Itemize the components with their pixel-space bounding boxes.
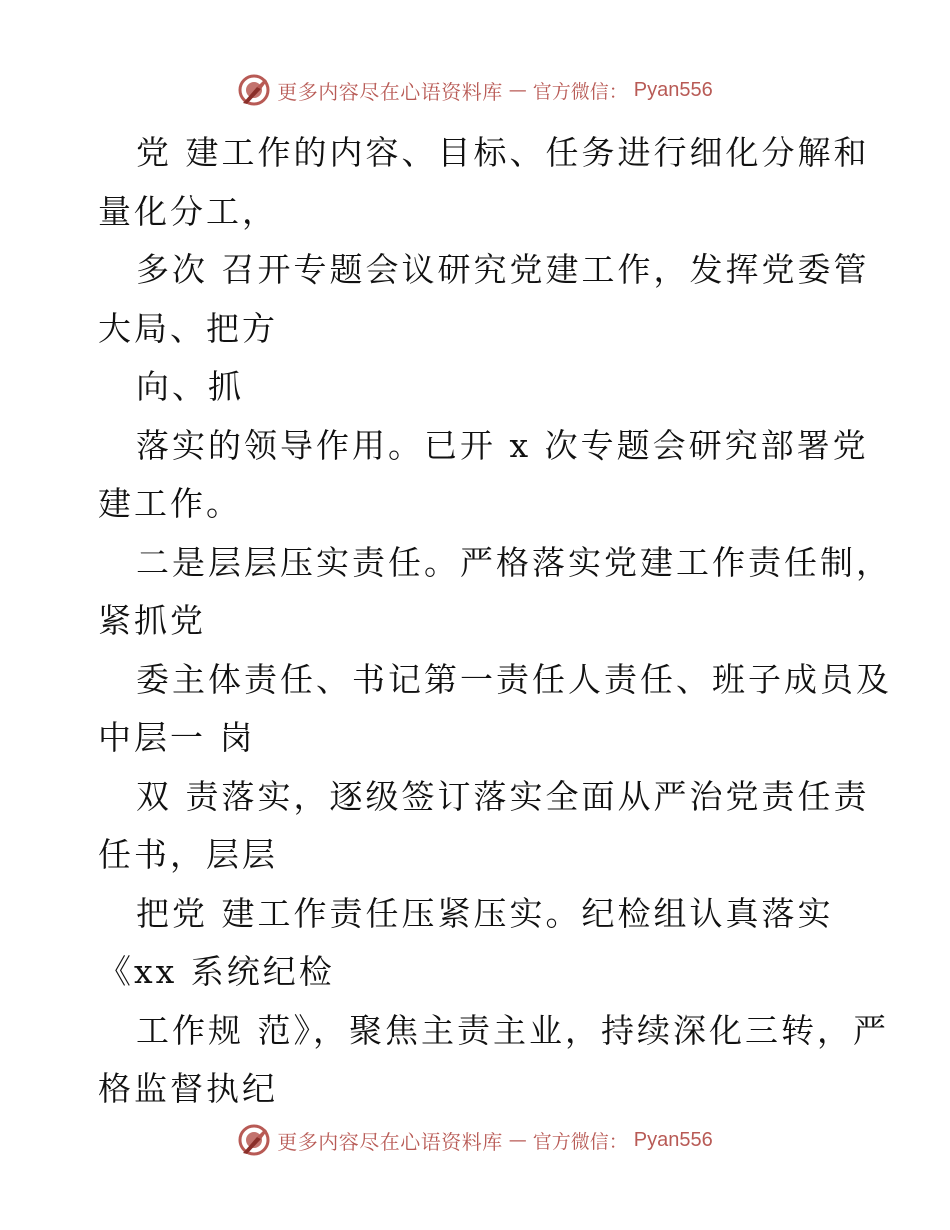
body-line-16: 工作规 范》，聚焦主责主业，持续深化三转，严 bbox=[136, 1010, 889, 1050]
body-line-14: 把党 建工作责任压紧压实。纪检组认真落实 bbox=[136, 893, 834, 933]
footer-dash: — bbox=[508, 1129, 527, 1151]
body-line-5: 向、抓 bbox=[136, 367, 244, 406]
body-line-9: 紧抓党 bbox=[98, 601, 206, 640]
footer-brand-text: 更多内容尽在心语资料库 bbox=[277, 1129, 503, 1154]
body-line-7: 建工作。 bbox=[98, 484, 242, 523]
body-line-3: 多次 召开专题会议研究党建工作，发挥党委管 bbox=[136, 250, 870, 289]
body-line-11: 中层一 岗 bbox=[98, 718, 256, 757]
footer-wechat-label: 官方微信： bbox=[532, 1130, 628, 1153]
body-line-1: 党 建工作的内容、目标、任务进行细化分解和 bbox=[136, 133, 870, 172]
footer-wechat-id: Pyan556 bbox=[633, 1128, 713, 1151]
header-banner bbox=[0, 70, 950, 110]
body-line-15: 《xx 系统纪检 bbox=[98, 952, 335, 991]
quill-seal-icon bbox=[237, 73, 271, 107]
body-line-17: 格监督执纪 bbox=[98, 1069, 278, 1108]
body-line-13: 任书，层层 bbox=[98, 835, 278, 874]
body-line-12: 双 责落实，逐级签订落实全面从严治党责任责 bbox=[136, 776, 870, 816]
document-body bbox=[98, 124, 892, 1119]
header-brand-text: 更多内容尽在心语资料库 bbox=[277, 79, 503, 104]
header-dash: — bbox=[508, 79, 527, 101]
body-line-6: 落实的领导作用。已开 x 次专题会研究部署党 bbox=[136, 425, 869, 465]
header-wechat-label: 官方微信： bbox=[532, 80, 628, 103]
body-line-4: 大局、把方 bbox=[98, 308, 278, 348]
footer-banner bbox=[0, 1120, 950, 1160]
body-line-10: 委主体责任、书记第一责任人责任、班子成员及 bbox=[136, 659, 892, 699]
body-line-2: 量化分工， bbox=[98, 191, 278, 231]
header-wechat-id: Pyan556 bbox=[633, 78, 713, 101]
quill-seal-icon bbox=[237, 1123, 271, 1157]
body-line-8: 二是层层压实责任。严格落实党建工作责任制， bbox=[136, 542, 892, 582]
